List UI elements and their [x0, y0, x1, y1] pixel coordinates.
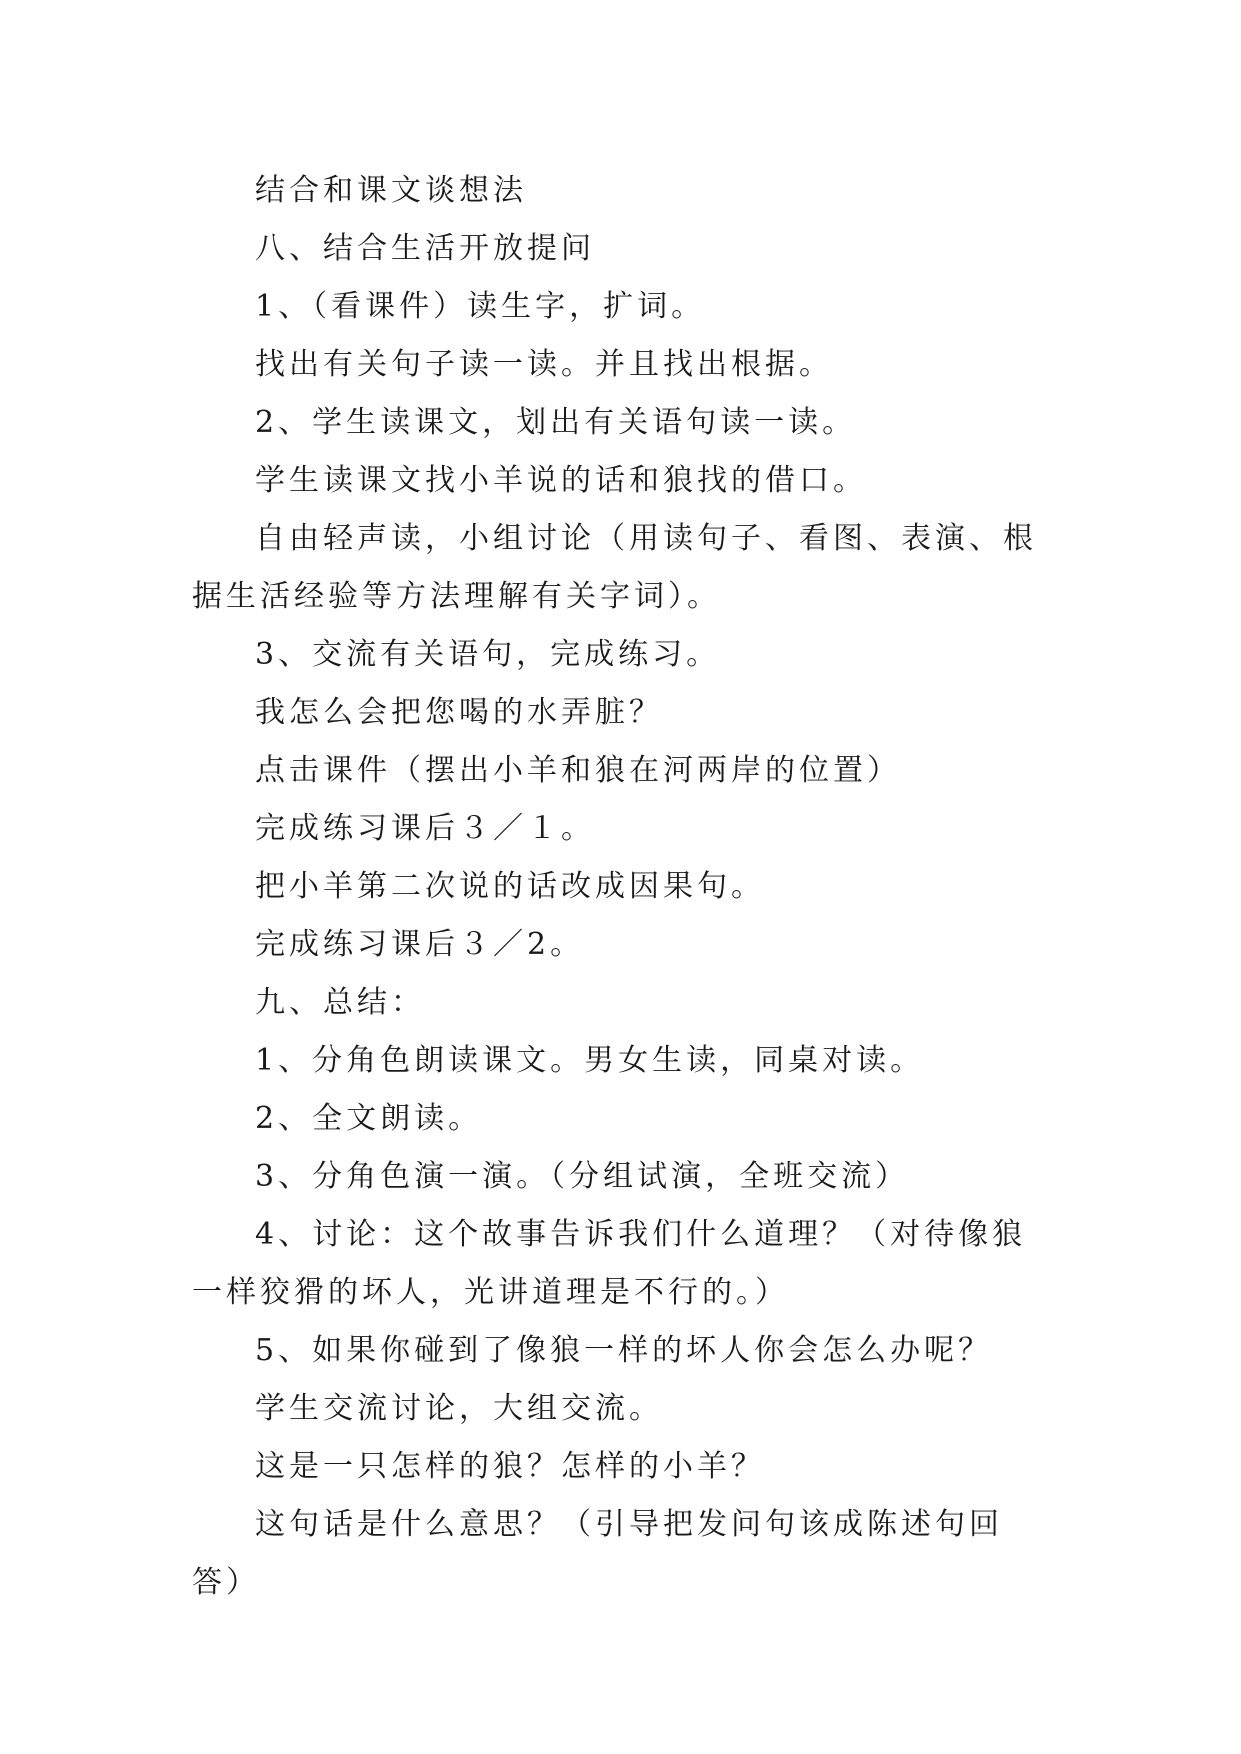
paragraph: 2、全文朗读。 [255, 1101, 483, 1136]
document-body [192, 162, 1052, 1612]
paragraph: 1、分角色朗读课文。男女生读，同桌对读。 [255, 1043, 925, 1078]
paragraph: 自由轻声读，小组讨论（用读句子、看图、表演、根据生活经验等方法理解有关字词）。 [192, 521, 1037, 614]
paragraph: 2、学生读课文，划出有关语句读一读。 [255, 405, 857, 440]
paragraph: 学生交流讨论，大组交流。 [255, 1391, 663, 1426]
paragraph: 学生读课文找小羊说的话和狼找的借口。 [255, 463, 867, 498]
paragraph: 这句话是什么意思？（引导把发问句该成陈述句回答） [192, 1507, 1003, 1600]
paragraph: 这是一只怎样的狼？怎样的小羊？ [255, 1449, 765, 1484]
paragraph: 3、分角色演一演。（分组试演，全班交流） [255, 1159, 910, 1194]
paragraph: 把小羊第二次说的话改成因果句。 [255, 869, 765, 904]
paragraph: 完成练习课后３／１。 [255, 811, 595, 846]
section-heading: 九、总结： [255, 985, 425, 1020]
paragraph: 完成练习课后３／2。 [255, 927, 585, 962]
section-heading: 八、结合生活开放提问 [255, 231, 595, 266]
paragraph: 结合和课文谈想法 [255, 173, 527, 208]
paragraph: 1、（看课件）读生字，扩词。 [255, 289, 706, 324]
paragraph: 4、讨论：这个故事告诉我们什么道理？（对待像狼一样狡猾的坏人，光讲道理是不行的。） [192, 1217, 1027, 1310]
paragraph: 找出有关句子读一读。并且找出根据。 [255, 347, 833, 382]
paragraph: 3、交流有关语句，完成练习。 [255, 637, 721, 672]
paragraph: 5、如果你碰到了像狼一样的坏人你会怎么办呢？ [255, 1333, 993, 1368]
paragraph: 我怎么会把您喝的水弄脏？ [255, 695, 663, 730]
paragraph: 点击课件（摆出小羊和狼在河两岸的位置） [255, 753, 901, 788]
